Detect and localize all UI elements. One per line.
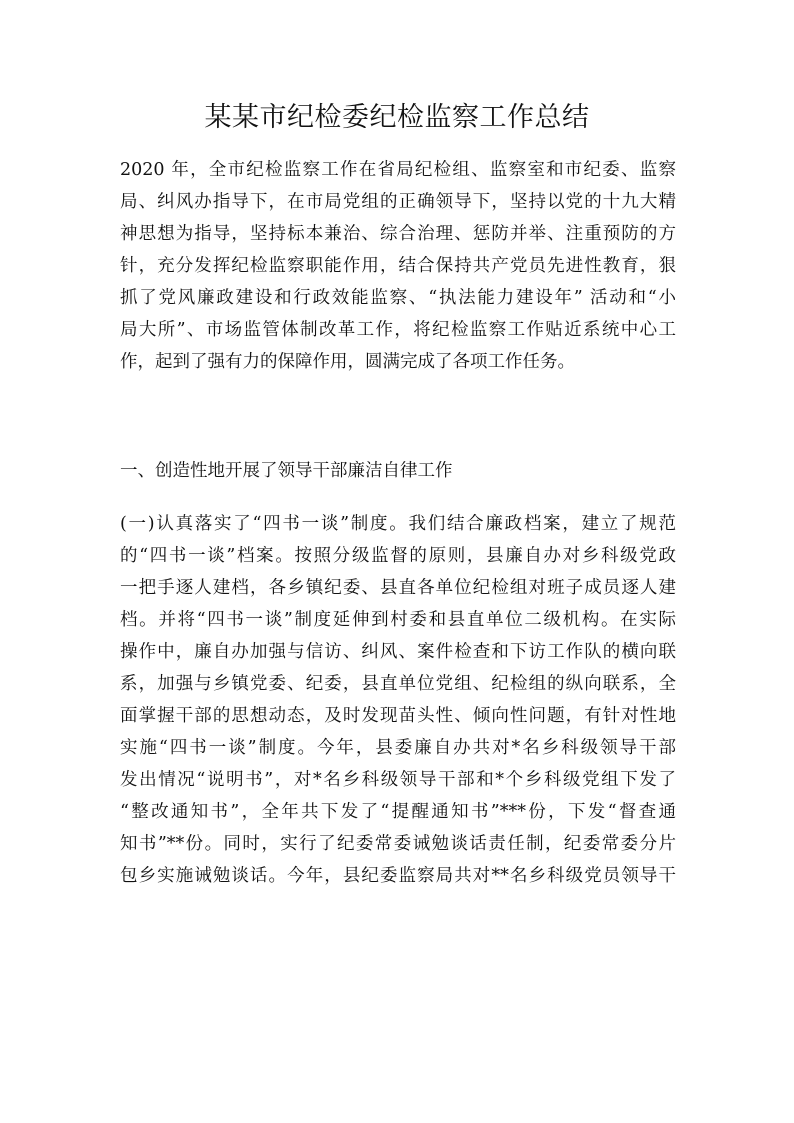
section-heading: 一、创造性地开展了领导干部廉洁自律工作 (120, 461, 453, 481)
document-title: 某某市纪检委纪检监察工作总结 (204, 102, 590, 133)
paragraph-line: 操作中，廉自办加强与信访、纠风、案件检查和下访工作队的横向联 (120, 642, 676, 662)
paragraph-line: 神思想为指导，坚持标本兼治、综合治理、惩防并举、注重预防的方 (120, 224, 676, 244)
paragraph-line: 面掌握干部的思想动态，及时发现苗头性、倾向性问题，有针对性地 (120, 706, 676, 726)
paragraph-line: 系，加强与乡镇党委、纪委，县直单位党组、纪检组的纵向联系，全 (120, 674, 676, 694)
paragraph-line: 的“四书一谈”档案。按照分级监督的原则，县廉自办对乡科级党政 (120, 546, 676, 566)
paragraph-line: 抓了党风廉政建设和行政效能监察、“执法能力建设年” 活动和“小 (120, 288, 676, 308)
paragraph-line: 局、纠风办指导下，在市局党组的正确领导下，坚持以党的十九大精 (120, 192, 676, 212)
paragraph-line: 包乡实施诫勉谈话。今年，县纪委监察局共对**名乡科级党员领导干 (120, 866, 676, 886)
paragraph-line: “整改通知书”，全年共下发了“提醒通知书”***份，下发“督查通 (120, 802, 676, 822)
paragraph-section-1 (120, 508, 676, 892)
paragraph-line: 实施“四书一谈”制度。今年，县委廉自办共对*名乡科级领导干部 (120, 738, 676, 758)
paragraph-line: 2020 年，全市纪检监察工作在省局纪检组、监察室和市纪委、监察 (120, 160, 676, 180)
paragraph-line: 知书”**份。同时，实行了纪委常委诫勉谈话责任制，纪委常委分片 (120, 834, 676, 854)
paragraph-line: (一)认真落实了“四书一谈”制度。我们结合廉政档案，建立了规范 (120, 514, 676, 534)
paragraph-line: 针，充分发挥纪检监察职能作用，结合保持共产党员先进性教育，狠 (120, 256, 676, 276)
paragraph-intro (120, 154, 676, 378)
paragraph-line: 作，起到了强有力的保障作用，圆满完成了各项工作任务。 (120, 352, 575, 372)
paragraph-line: 档。并将“四书一谈”制度延伸到村委和县直单位二级机构。在实际 (120, 610, 676, 630)
paragraph-line: 局大所”、市场监管体制改革工作，将纪检监察工作贴近系统中心工 (120, 320, 676, 340)
paragraph-line: 发出情况“说明书”，对*名乡科级领导干部和*个乡科级党组下发了 (120, 770, 676, 790)
paragraph-line: 一把手逐人建档，各乡镇纪委、县直各单位纪检组对班子成员逐人建 (120, 578, 676, 598)
